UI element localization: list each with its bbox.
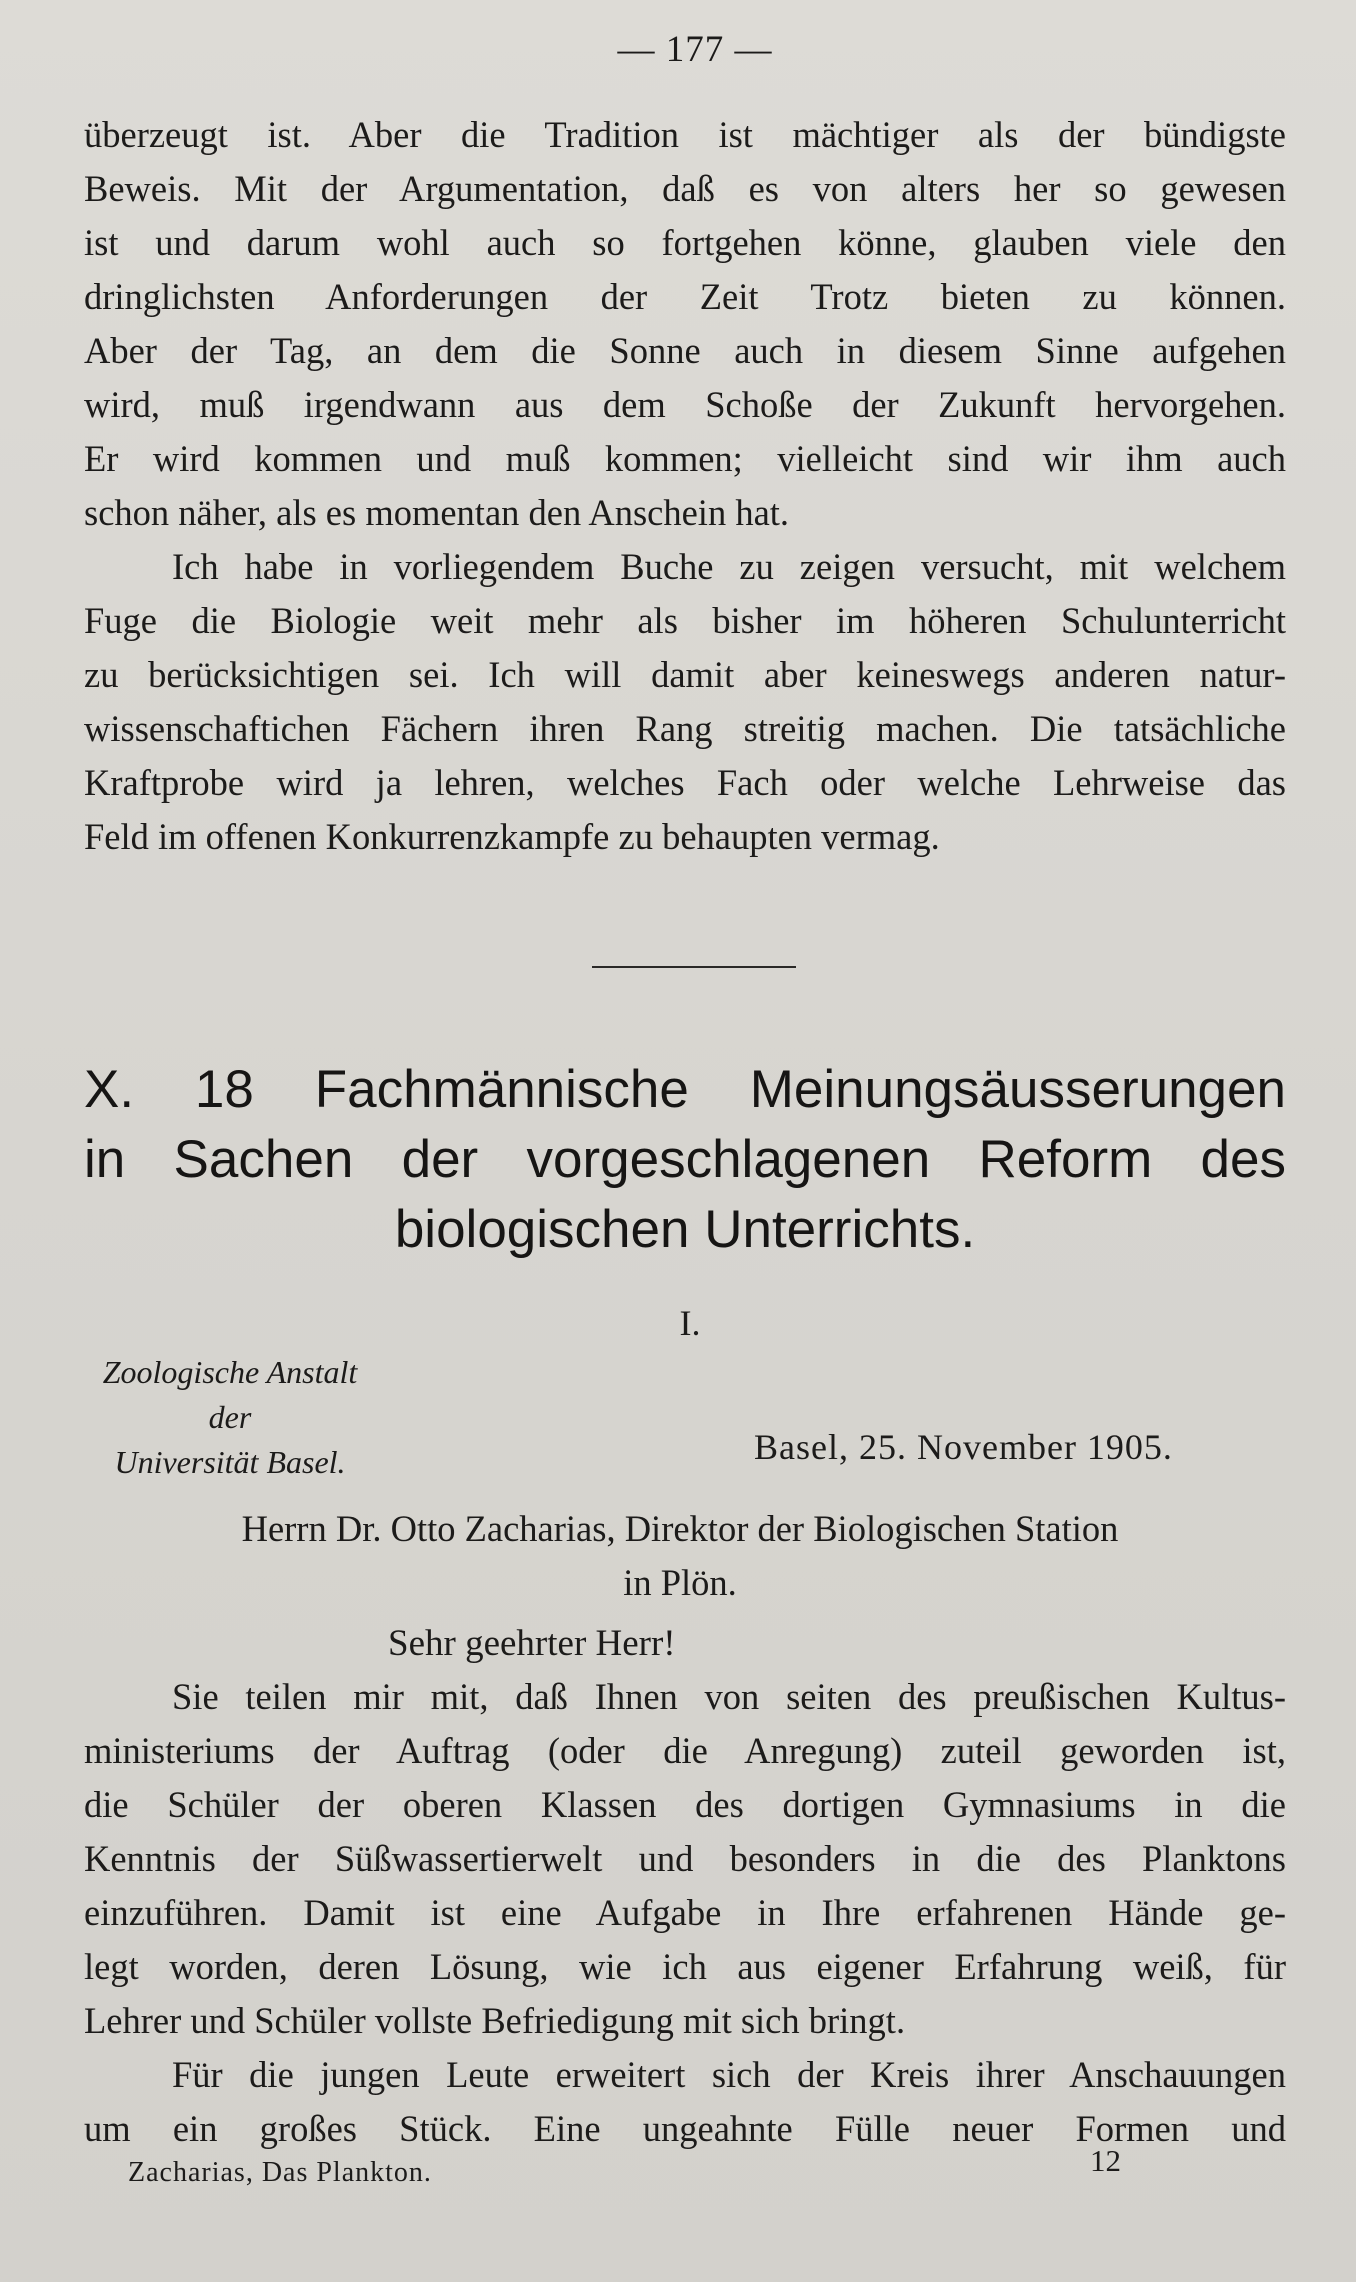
text-line: überzeugt ist. Aber die Tradition ist mächtiger als der bündigste [84, 114, 1286, 155]
paragraph [84, 1670, 1286, 2048]
chapter-heading-line: in Sachen der vorgeschlagenen Reform des [84, 1130, 1286, 1189]
text-line: Aber der Tag, an dem die Sonne auch in diesem Sinne aufgehen [84, 330, 1286, 371]
chapter-heading [84, 1055, 1286, 1265]
text-line: Beweis. Mit der Argumentation, daß es von alters her so gewesen [84, 168, 1286, 209]
chapter-heading-line: X. 18 Fachmännische Meinungsäusserungen [84, 1060, 1286, 1119]
text-line: Fuge die Biologie weit mehr als bisher im höheren Schulunterricht [84, 600, 1286, 641]
body-text-top [84, 108, 1286, 864]
institution-line: Universität Basel. [114, 1444, 346, 1480]
text-line: Für die jungen Leute erweitert sich der Kreis ihrer Anschauungen [172, 2054, 1286, 2095]
footer-signature: Zacharias, Das Plankton. [128, 2157, 432, 2188]
text-line: Lehrer und Schüler vollste Befriedigung mit sich bringt. [84, 2000, 906, 2041]
institution-line: Zoologische Anstalt [102, 1354, 358, 1390]
text-line: Ich habe in vorliegendem Buche zu zeigen versucht, mit welchem [172, 546, 1286, 587]
text-line: Sie teilen mir mit, daß Ihnen von seiten des preußischen Kultus- [172, 1676, 1286, 1717]
addressee-line: in Plön. [623, 1562, 737, 1603]
text-line: wissenschaftichen Fächern ihren Rang streitig machen. Die tatsächliche [84, 708, 1286, 749]
paragraph [84, 540, 1286, 864]
text-line: Kraftprobe wird ja lehren, welches Fach oder welche Lehrweise das [84, 762, 1286, 803]
footer-sheet-number: 12 [1090, 2143, 1121, 2178]
text-line: Kenntnis der Süßwassertierwelt und besonders in die des Planktons [84, 1838, 1286, 1879]
letter-date: Basel, 25. November 1905. [754, 1427, 1173, 1467]
letter-body [84, 1670, 1286, 2156]
chapter-heading-line: biologischen Unterrichts. [394, 1200, 976, 1259]
paragraph [84, 108, 1286, 540]
institution-block [40, 1350, 420, 1485]
text-line: um ein großes Stück. Eine ungeahnte Fülle neuer Formen und [84, 2108, 1286, 2149]
text-line: legt worden, deren Lösung, wie ich aus eigener Erfahrung weiß, für [84, 1946, 1286, 1987]
addressee-line: Herrn Dr. Otto Zacharias, Direktor der Biologischen Station [241, 1508, 1119, 1549]
text-line: ministeriums der Auftrag (oder die Anregung) zuteil geworden ist, [84, 1730, 1286, 1771]
page-number: — 177 — [617, 29, 773, 70]
text-line: Feld im offenen Konkurrenzkampfe zu behaupten vermag. [84, 816, 940, 857]
text-line: schon näher, als es momentan den Anschein hat. [84, 492, 790, 533]
text-line: dringlichsten Anforderungen der Zeit Trotz bieten zu können. [84, 276, 1286, 317]
text-line: zu berücksichtigen sei. Ich will damit aber keineswegs anderen natur- [84, 654, 1286, 695]
text-line: wird, muß irgendwann aus dem Schoße der Zukunft hervorgehen. [84, 384, 1286, 425]
salutation: Sehr geehrter Herr! [388, 1623, 676, 1664]
text-line: Er wird kommen und muß kommen; vielleicht sind wir ihm auch [84, 438, 1286, 479]
paragraph [84, 2048, 1286, 2156]
section-divider [592, 966, 796, 968]
text-line: die Schüler der oberen Klassen des dortigen Gymnasiums in die [84, 1784, 1286, 1825]
section-number: I. [679, 1303, 701, 1343]
addressee-block [100, 1502, 1260, 1610]
text-line: ist und darum wohl auch so fortgehen könne, glauben viele den [84, 222, 1286, 263]
text-line: einzuführen. Damit ist eine Aufgabe in Ihre erfahrenen Hände ge- [84, 1892, 1286, 1933]
institution-line: der [208, 1399, 252, 1435]
